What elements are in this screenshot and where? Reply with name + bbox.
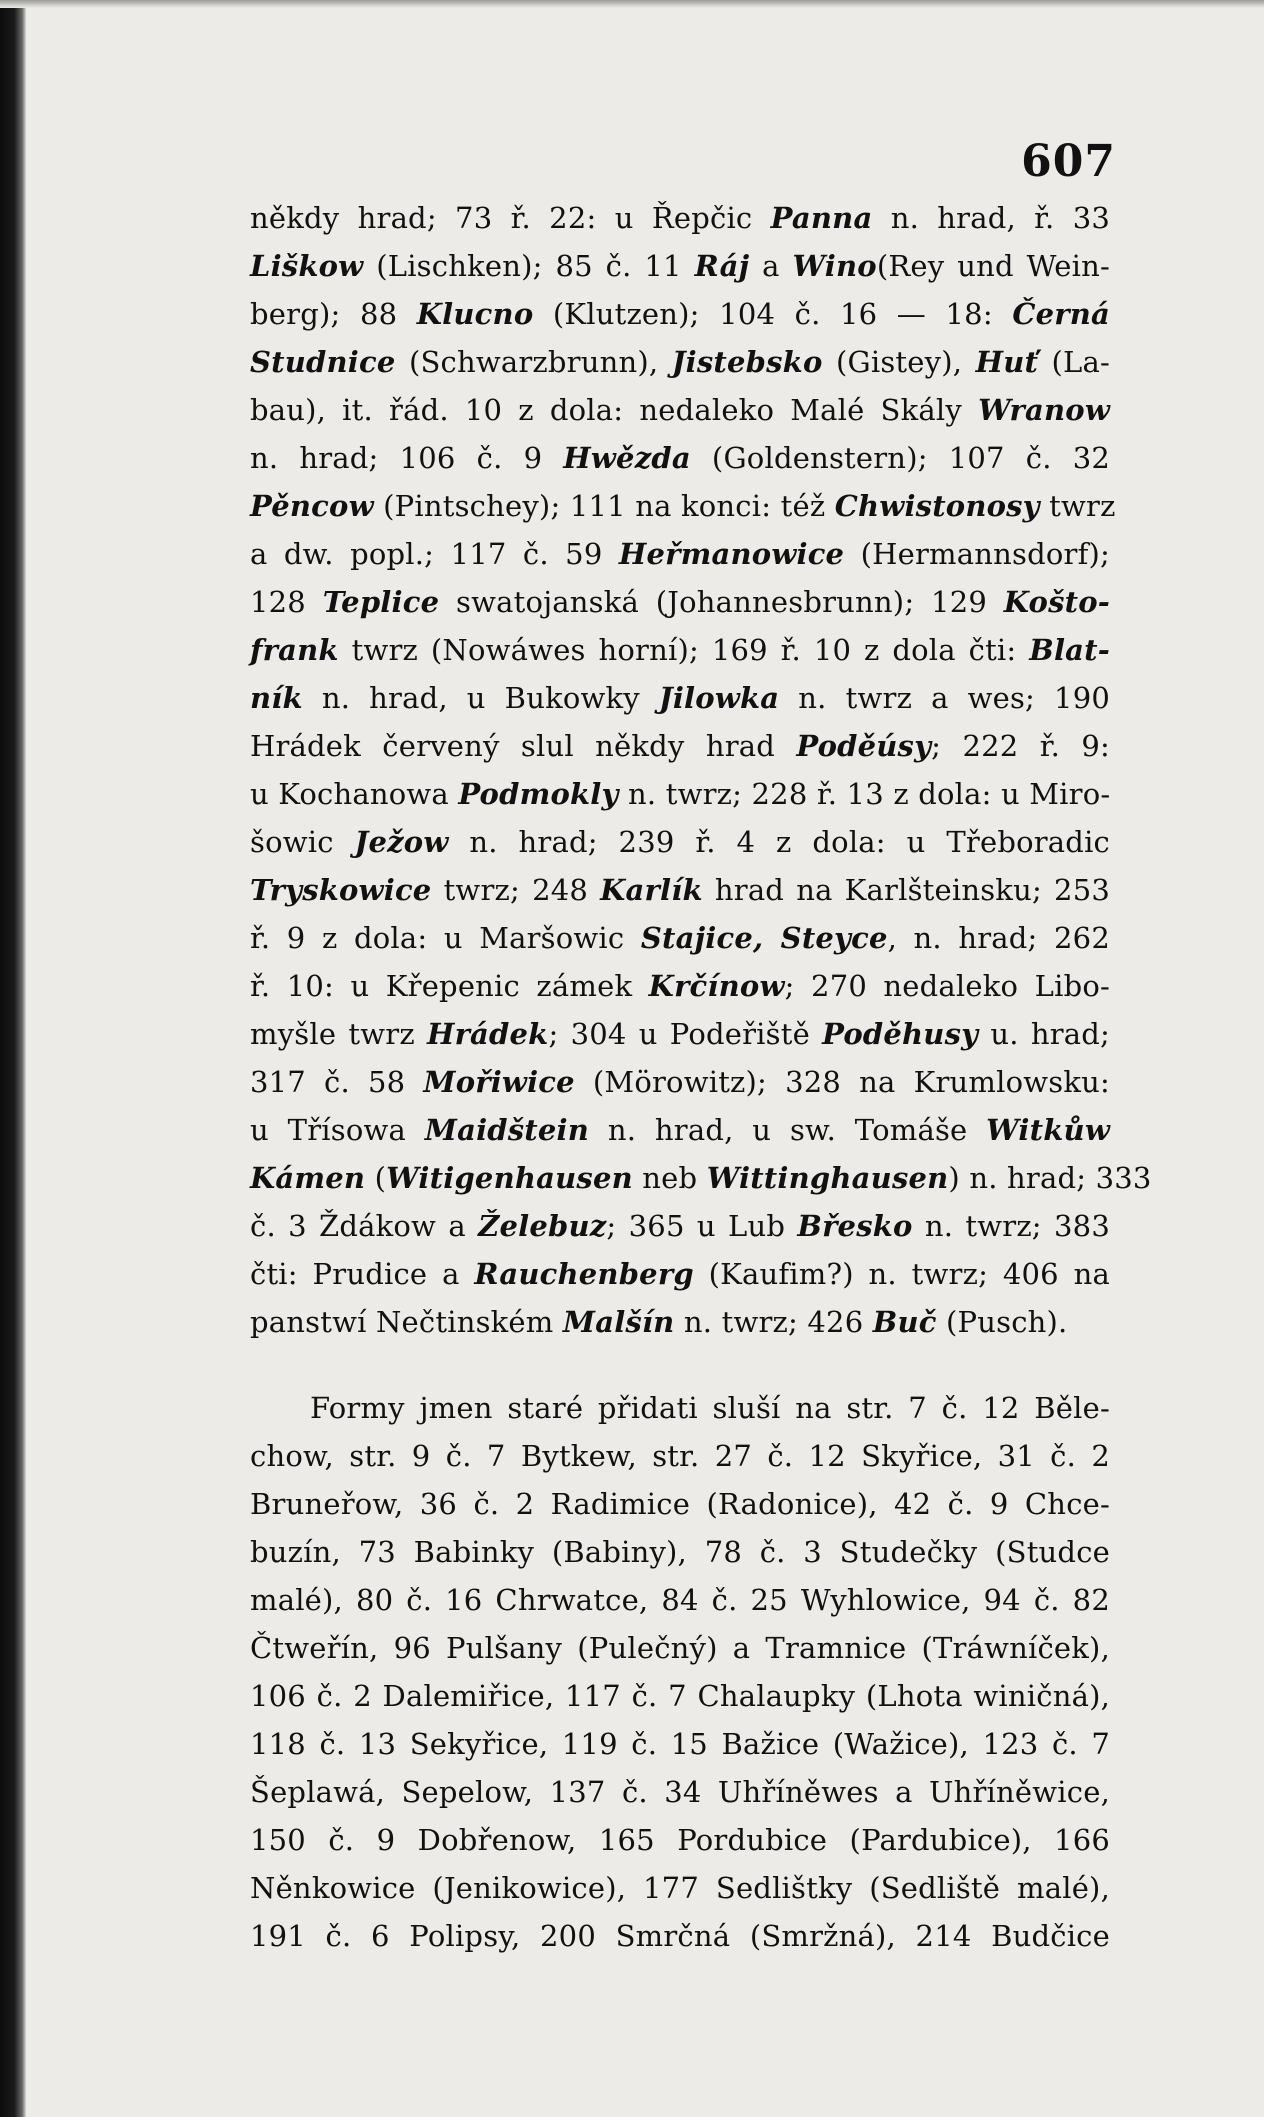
text-line: chow, str. 9 č. 7 Bytkew, str. 27 č. 12 Skyřice, 31 č. 2 — [250, 1439, 1110, 1473]
text-line: Formy jmen staré přidati sluší na str. 7 č. 12 Běle- — [310, 1391, 1110, 1425]
page-binding-edge — [0, 0, 26, 2117]
text-line: ř. 10: u Křepenic zámek Krčínow; 270 nedaleko Libo- — [250, 969, 1110, 1003]
text-line: ř. 9 z dola: u Maršowic Stajice, Steyce, n. hrad; 262 — [250, 921, 1110, 955]
text-line: Studnice (Schwarzbrunn), Jistebsko (Gistey), Huť (La- — [250, 345, 1110, 379]
text-line: Pěncow (Pintschey); 111 na konci: též Chwistonosy twrz — [250, 489, 1116, 523]
text-line: Šeplawá, Sepelow, 137 č. 34 Uhříněwes a Uhříněwice, — [250, 1775, 1110, 1809]
page-number: 607 — [1021, 136, 1116, 187]
text-line: Čtweřín, 96 Pulšany (Pulečný) a Tramnice (Tráwníček), — [250, 1631, 1110, 1665]
text-line: frank twrz (Nowáwes horní); 169 ř. 10 z dola čti: Blat- — [250, 633, 1110, 667]
text-line: Bruneřow, 36 č. 2 Radimice (Radonice), 42 č. 9 Chce- — [250, 1487, 1110, 1521]
text-line: šowic Ježow n. hrad; 239 ř. 4 z dola: u Třeboradic — [250, 825, 1110, 859]
text-line: 150 č. 9 Dobřenow, 165 Pordubice (Pardubice), 166 — [250, 1823, 1110, 1857]
text-line: 128 Teplice swatojanská (Johannesbrunn); 129 Košto- — [250, 585, 1110, 619]
text-line: bau), it. řád. 10 z dola: nedaleko Malé Skály Wranow — [250, 393, 1110, 427]
text-line: Tryskowice twrz; 248 Karlík hrad na Karlšteinsku; 253 — [250, 873, 1110, 907]
text-line: Něnkowice (Jenikowice), 177 Sedlištky (Sedliště malé), — [250, 1871, 1110, 1905]
text-line: Kámen (Witigenhausen neb Wittinghausen) n. hrad; 333 — [250, 1161, 1152, 1195]
text-line: 106 č. 2 Dalemiřice, 117 č. 7 Chalaupky (Lhota winičná), — [250, 1679, 1110, 1713]
text-line: n. hrad; 106 č. 9 Hwězda (Goldenstern); 107 č. 32 — [250, 441, 1111, 475]
text-line: panstwí Nečtinském Malšín n. twrz; 426 Buč (Pusch). — [250, 1305, 1068, 1339]
text-line: Liškow (Lischken); 85 č. 11 Ráj a Wino(Rey und Wein- — [250, 249, 1111, 283]
text-line: u Třísowa Maidštein n. hrad, u sw. Tomáše Witkůw — [250, 1113, 1110, 1147]
page-top-edge — [0, 0, 1264, 8]
text-line: ník n. hrad, u Bukowky Jilowka n. twrz a wes; 190 — [250, 681, 1111, 715]
text-line: 317 č. 58 Mořiwice (Mörowitz); 328 na Krumlowsku: — [250, 1065, 1110, 1099]
text-line: u Kochanowa Podmokly n. twrz; 228 ř. 13 z dola: u Miro- — [250, 777, 1111, 811]
text-line: čti: Prudice a Rauchenberg (Kaufim?) n. twrz; 406 na — [250, 1257, 1110, 1291]
text-line: buzín, 73 Babinky (Babiny), 78 č. 3 Studečky (Studce — [250, 1535, 1110, 1569]
text-line: 191 č. 6 Polipsy, 200 Smrčná (Smržná), 214 Budčice — [250, 1919, 1110, 1953]
text-line: někdy hrad; 73 ř. 22: u Řepčic Panna n. hrad, ř. 33 — [250, 201, 1111, 235]
text-line: č. 3 Ždákow a Želebuz; 365 u Lub Břesko n. twrz; 383 — [250, 1209, 1110, 1243]
text-line: berg); 88 Klucno (Klutzen); 104 č. 16 — 18: Černá — [250, 297, 1110, 331]
text-line: 118 č. 13 Sekyřice, 119 č. 15 Bažice (Wažice), 123 č. 7 — [250, 1727, 1110, 1761]
text-line: malé), 80 č. 16 Chrwatce, 84 č. 25 Wyhlowice, 94 č. 82 — [250, 1583, 1110, 1617]
text-line: a dw. popl.; 117 č. 59 Heřmanowice (Hermannsdorf); — [250, 537, 1110, 571]
text-line: Hrádek červený slul někdy hrad Poděúsy; 222 ř. 9: — [250, 729, 1110, 763]
text-line: myšle twrz Hrádek; 304 u Podeřiště Poděhusy u. hrad; — [250, 1017, 1110, 1051]
